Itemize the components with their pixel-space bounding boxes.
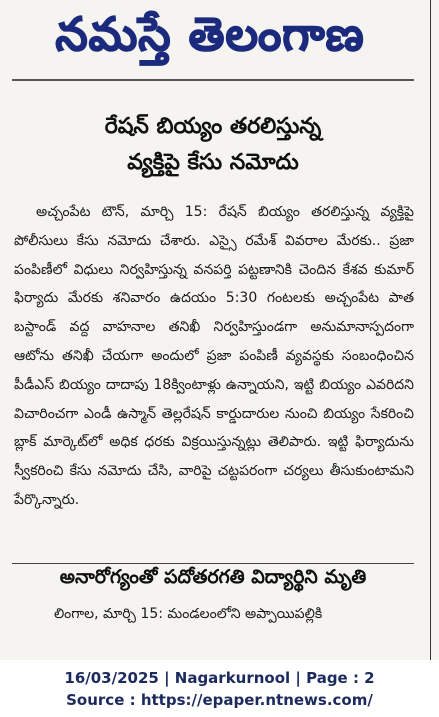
article-body [14, 198, 414, 515]
article-paragraph: అచ్చంపేట టౌన్, మార్చి 15: రేషన్ బియ్యం తరలిస్తున్న వ్యక్తిపై పోలీసులు కేసు నమోదు చేశారు. ఎస్సై రమేశ్ వివరాల మేరకు.. ప్రజా పంపిణీలో విధులు నిర్వహిస్తున్న వనపర్తి పట్టణానికి చెందిన కేశవ కుమార్ ఫిర్యాదు మేరకు శనివారం ఉదయం 5:30 గంటలకు అచ్చంపేట పాత బస్టాండ్ వద్ద వాహనాల తనిఖీ నిర్వహిస్తుండగా అనుమానాస్పదంగా ఆటోను తనిఖీ చేయగా అందులో ప్రజా పంపిణీ వ్యవస్థకు సంబంధించిన పీడీఎస్ బియ్యం దాదాపు 18క్వింటాళ్లు ఉన్నాయని, ఇట్టి బియ్యం ఎవరిదని విచారించగా ఎండీ ఉస్మాన్ తెల్లరేషన్ కార్డుదారుల నుంచి బియ్యం సేకరించి బ్లాక్ మార్కెట్‌లో అధిక ధరకు విక్రయిస్తున్నట్లు తెలిపారు. ఇట్టి ఫిర్యాదును స్వీకరించి కేసు నమోదు చేసి, వారిపై చట్టపరంగా చర్యలు తీసుకుంటామని పేర్కొన్నారు. [14, 204, 414, 508]
source-footer [0, 660, 439, 717]
article-divider [12, 563, 414, 564]
second-article-headline: అనారోగ్యంతో పదోతరగతి విద్యార్థిని మృతి [59, 566, 367, 588]
headline-line-1: రేషన్ బియ్యం తరలిస్తున్న [104, 114, 322, 139]
cropped-text-edge [16, 640, 412, 656]
newspaper-masthead: నమస్తే తెలంగాణ [55, 7, 365, 61]
second-article-first-line: లింగాల, మార్చి 15: మండలంలోని అప్పాయిపల్లికి [54, 606, 323, 622]
masthead-divider [12, 79, 414, 81]
headline-line-2: వ్యక్తిపై కేసు నమోదు [127, 150, 299, 175]
footer-date-edition: 16/03/2025 | Nagarkurnool | Page : 2 [64, 669, 375, 687]
column-divider [430, 0, 431, 660]
footer-source: Source : https://epaper.ntnews.com/ [66, 691, 373, 709]
second-article-body [14, 600, 414, 628]
